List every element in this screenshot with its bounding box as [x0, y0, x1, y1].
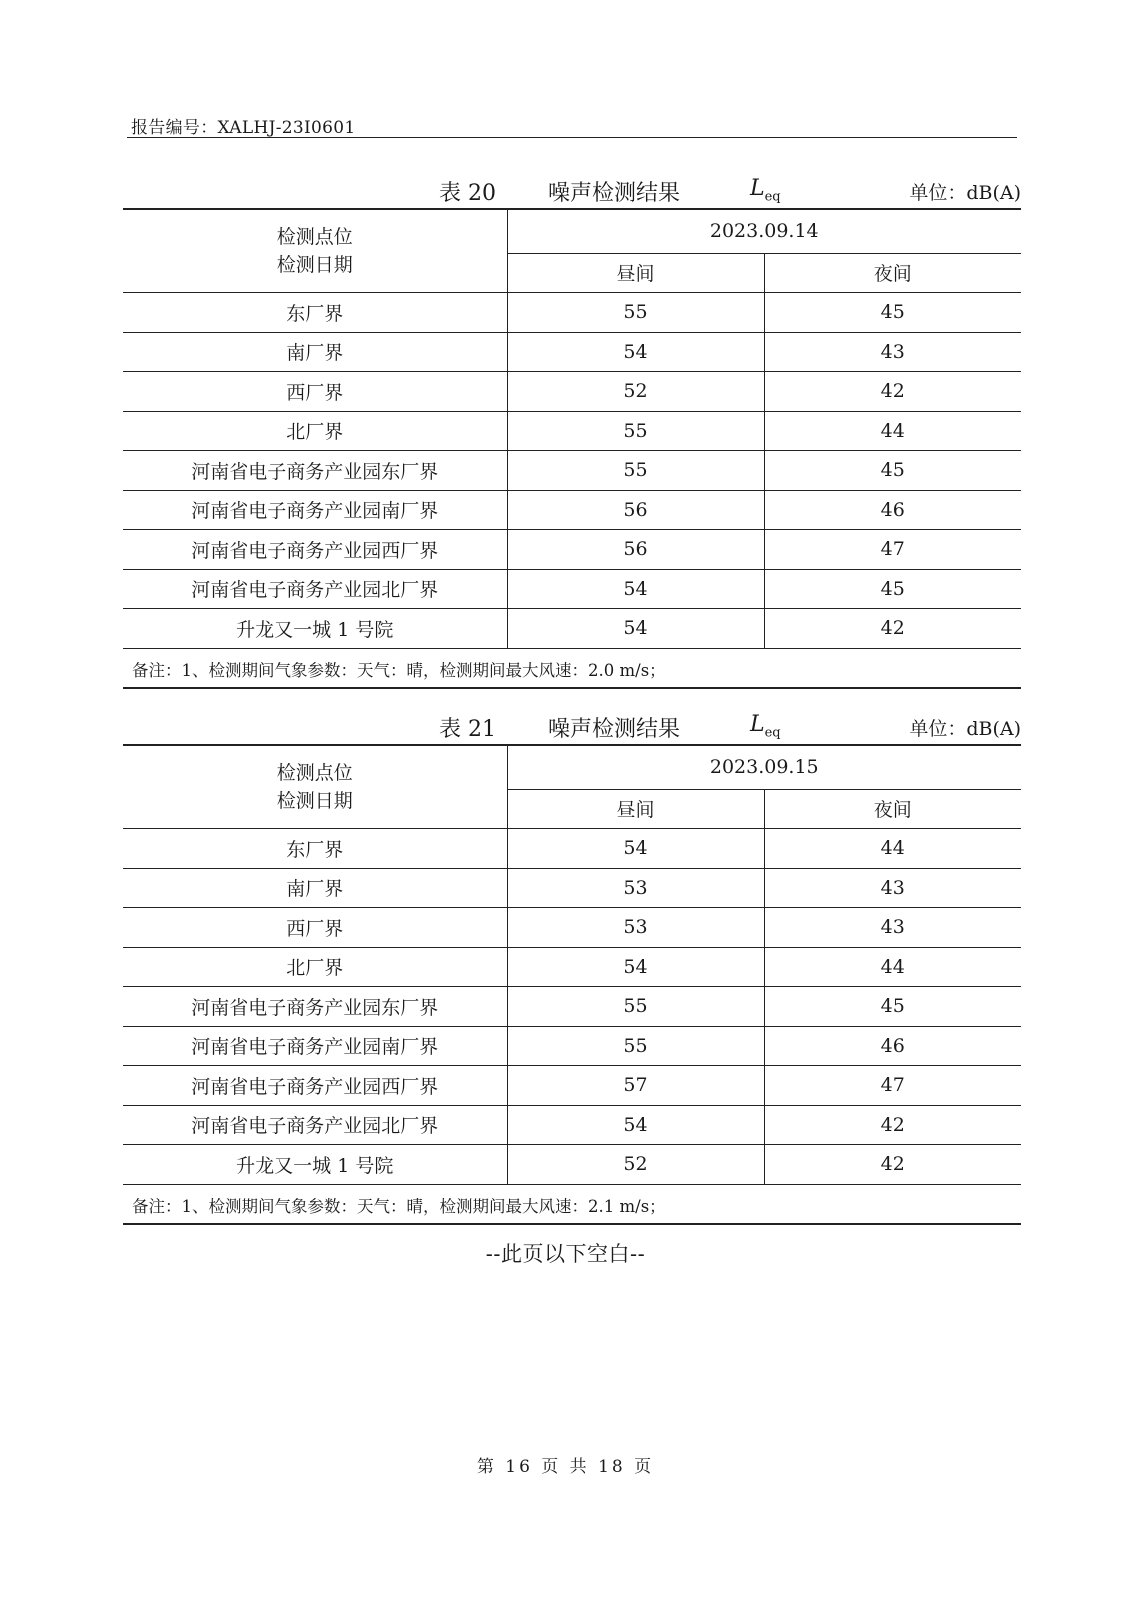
- table-unit: 单位：dB(A): [909, 718, 1021, 740]
- night-value-cell: 44: [764, 829, 1021, 869]
- point-cell: 南厂界: [123, 332, 507, 372]
- day-value-cell: 55: [507, 451, 764, 491]
- report-number: 报告编号：XALHJ-23I0601: [131, 118, 356, 138]
- table-row: [123, 868, 1021, 908]
- point-cell: 河南省电子商务产业园南厂界: [123, 490, 507, 530]
- day-value-cell: 52: [507, 1145, 764, 1185]
- point-cell: 河南省电子商务产业园东厂界: [123, 451, 507, 491]
- table-note: 备注：1、检测期间气象参数：天气：晴，检测期间最大风速：2.0 m/s；: [123, 649, 1021, 689]
- table-row: [123, 332, 1021, 372]
- day-value-cell: 52: [507, 372, 764, 412]
- table-row: [123, 987, 1021, 1027]
- day-value-cell: 55: [507, 1026, 764, 1066]
- table-row: [123, 609, 1021, 649]
- day-value-cell: 53: [507, 868, 764, 908]
- point-cell: 升龙又一城 1 号院: [123, 1145, 507, 1185]
- table-row: [123, 293, 1021, 333]
- night-value-cell: 46: [764, 490, 1021, 530]
- night-value-cell: 42: [764, 609, 1021, 649]
- corner-header: 检测点位 检测日期: [123, 746, 507, 829]
- table-number: 表 21: [439, 717, 496, 742]
- point-cell: 河南省电子商务产业园南厂界: [123, 1026, 507, 1066]
- point-cell: 南厂界: [123, 868, 507, 908]
- night-value-cell: 46: [764, 1026, 1021, 1066]
- day-value-cell: 54: [507, 829, 764, 869]
- table-row: [123, 411, 1021, 451]
- table-row: [123, 829, 1021, 869]
- table-row: [123, 569, 1021, 609]
- point-cell: 河南省电子商务产业园西厂界: [123, 1066, 507, 1106]
- day-value-cell: 55: [507, 987, 764, 1027]
- table-row: [123, 947, 1021, 987]
- day-value-cell: 54: [507, 332, 764, 372]
- day-value-cell: 54: [507, 947, 764, 987]
- results-table: [123, 746, 1021, 1185]
- table-name: 噪声检测结果: [548, 717, 681, 742]
- night-value-cell: 47: [764, 530, 1021, 570]
- night-value-cell: 42: [764, 372, 1021, 412]
- day-value-cell: 53: [507, 908, 764, 948]
- night-header: 夜间: [764, 253, 1021, 292]
- day-value-cell: 56: [507, 530, 764, 570]
- table-row: [123, 908, 1021, 948]
- table-title: [123, 166, 1021, 210]
- table-row: [123, 372, 1021, 412]
- night-value-cell: 44: [764, 947, 1021, 987]
- day-value-cell: 54: [507, 1105, 764, 1145]
- point-cell: 东厂界: [123, 293, 507, 333]
- point-cell: 东厂界: [123, 829, 507, 869]
- results-table: [123, 210, 1021, 649]
- table-number: 表 20: [439, 181, 496, 206]
- night-value-cell: 42: [764, 1105, 1021, 1145]
- corner-header: 检测点位 检测日期: [123, 210, 507, 293]
- noise-table-21: [123, 702, 1021, 1225]
- blank-page-notice: --此页以下空白--: [485, 1242, 646, 1266]
- point-cell: 西厂界: [123, 372, 507, 412]
- night-value-cell: 45: [764, 569, 1021, 609]
- night-value-cell: 42: [764, 1145, 1021, 1185]
- day-value-cell: 54: [507, 569, 764, 609]
- day-value-cell: 55: [507, 411, 764, 451]
- table-note: 备注：1、检测期间气象参数：天气：晴，检测期间最大风速：2.1 m/s；: [123, 1185, 1021, 1225]
- day-header: 昼间: [507, 253, 764, 292]
- night-value-cell: 45: [764, 293, 1021, 333]
- table-row: [123, 530, 1021, 570]
- day-value-cell: 55: [507, 293, 764, 333]
- table-title: [123, 702, 1021, 746]
- table-row: [123, 1066, 1021, 1106]
- day-value-cell: 57: [507, 1066, 764, 1106]
- leq-symbol: $L_{eq}$: [750, 176, 781, 205]
- night-header: 夜间: [764, 789, 1021, 828]
- point-cell: 河南省电子商务产业园东厂界: [123, 987, 507, 1027]
- date-header: 2023.09.15: [507, 746, 1021, 789]
- day-value-cell: 56: [507, 490, 764, 530]
- day-header: 昼间: [507, 789, 764, 828]
- page-number: 第 16 页 共 18 页: [476, 1457, 655, 1477]
- point-cell: 河南省电子商务产业园北厂界: [123, 1105, 507, 1145]
- night-value-cell: 44: [764, 411, 1021, 451]
- table-row: [123, 1026, 1021, 1066]
- table-row: [123, 1145, 1021, 1185]
- point-cell: 北厂界: [123, 947, 507, 987]
- point-cell: 西厂界: [123, 908, 507, 948]
- table-unit: 单位：dB(A): [909, 182, 1021, 204]
- point-cell: 河南省电子商务产业园西厂界: [123, 530, 507, 570]
- point-cell: 北厂界: [123, 411, 507, 451]
- table-row: [123, 451, 1021, 491]
- date-header: 2023.09.14: [507, 210, 1021, 253]
- night-value-cell: 45: [764, 987, 1021, 1027]
- night-value-cell: 43: [764, 868, 1021, 908]
- night-value-cell: 43: [764, 908, 1021, 948]
- table-row: [123, 490, 1021, 530]
- table-name: 噪声检测结果: [548, 181, 681, 206]
- night-value-cell: 43: [764, 332, 1021, 372]
- table-row: [123, 1105, 1021, 1145]
- night-value-cell: 47: [764, 1066, 1021, 1106]
- day-value-cell: 54: [507, 609, 764, 649]
- point-cell: 河南省电子商务产业园北厂界: [123, 569, 507, 609]
- leq-symbol: $L_{eq}$: [750, 712, 781, 741]
- night-value-cell: 45: [764, 451, 1021, 491]
- header-divider: [127, 137, 1017, 138]
- point-cell: 升龙又一城 1 号院: [123, 609, 507, 649]
- noise-table-20: [123, 166, 1021, 689]
